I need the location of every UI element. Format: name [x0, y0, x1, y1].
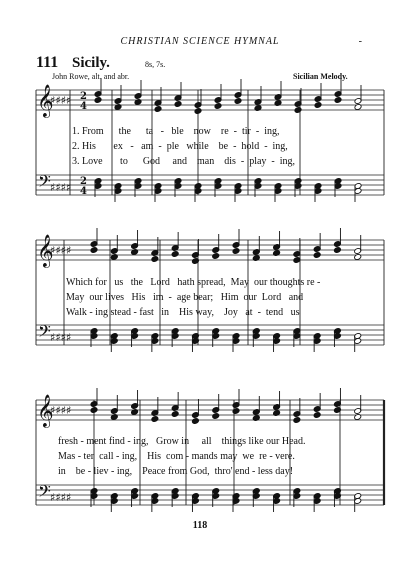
note-head — [212, 413, 220, 420]
note-head — [294, 107, 302, 114]
note-head — [194, 108, 202, 115]
key-signature: ♯♯♯♯ — [50, 404, 72, 417]
lyric-line: fresh - ment find - ing, Grow in all things like our Head. — [58, 436, 306, 447]
composer-credit: John Rowe, alt. and abr. — [52, 72, 130, 81]
note-head — [314, 102, 322, 109]
running-dash: - — [358, 36, 362, 47]
key-signature: ♯♯♯♯ — [50, 94, 72, 107]
time-signature: 4 — [80, 101, 87, 112]
note-head — [214, 103, 222, 110]
lyric-line: Mas - ter call - ing, His com - mands may we re - vere. — [58, 451, 295, 462]
key-signature: ♯♯♯♯ — [50, 244, 72, 257]
hymn-number: 111 — [36, 54, 59, 71]
note-head — [171, 411, 179, 418]
lyric-line: May our lives His im - age bear; Him our Lord and — [66, 292, 304, 303]
time-signature: 2 — [80, 176, 87, 187]
note-head — [334, 247, 342, 254]
page-number: 118 — [192, 520, 208, 531]
clef-glyph: 𝄞 — [37, 84, 54, 117]
meter: 8s, 7s. — [145, 60, 166, 69]
clef-glyph: 𝄞 — [37, 394, 54, 427]
note-head — [234, 98, 242, 105]
note-head — [313, 252, 321, 259]
lyric-line: Which for us the Lord hath spread, May our thoughts re - — [66, 277, 321, 288]
note-head — [313, 412, 321, 419]
clef-glyph: 𝄢 — [38, 481, 51, 505]
running-title: CHRISTIAN SCIENCE HYMNAL — [120, 36, 280, 47]
note-head — [212, 253, 220, 260]
clef-glyph: 𝄢 — [38, 171, 51, 195]
note-head — [151, 416, 159, 423]
lyric-line: 2. His ex - am - ple while be - hold - ing, — [72, 141, 288, 152]
note-head — [90, 247, 98, 254]
melody-source: Sicilian Melody. — [293, 72, 348, 81]
note-head — [293, 417, 301, 424]
clef-glyph: 𝄢 — [38, 321, 51, 345]
clef-glyph: 𝄞 — [37, 234, 54, 267]
key-signature: ♯♯♯♯ — [50, 181, 72, 194]
lyric-line: in be - liev - ing, Peace from God, thro' end - less day! — [58, 466, 294, 477]
note-head — [232, 408, 240, 415]
lyric-line: Walk - ing stead - fast in His way, Joy at - tend us — [66, 307, 300, 318]
note-head — [151, 256, 159, 263]
time-signature: 4 — [80, 186, 87, 197]
note-head — [154, 106, 162, 113]
key-signature: ♯♯♯♯ — [50, 491, 72, 504]
note-head — [171, 251, 179, 258]
lyric-line: 1. From the ta - ble now re - tir - ing, — [72, 126, 280, 137]
note-head — [334, 97, 342, 104]
lyric-line: 3. Love to God and man dis - play - ing, — [72, 156, 296, 167]
tune-name: Sicily. — [72, 55, 110, 71]
note-head — [90, 407, 98, 414]
time-signature: 2 — [80, 91, 87, 102]
note-head — [174, 101, 182, 108]
note-head — [94, 97, 102, 104]
key-signature: ♯♯♯♯ — [50, 331, 72, 344]
note-head — [192, 418, 200, 425]
note-head — [232, 248, 240, 255]
